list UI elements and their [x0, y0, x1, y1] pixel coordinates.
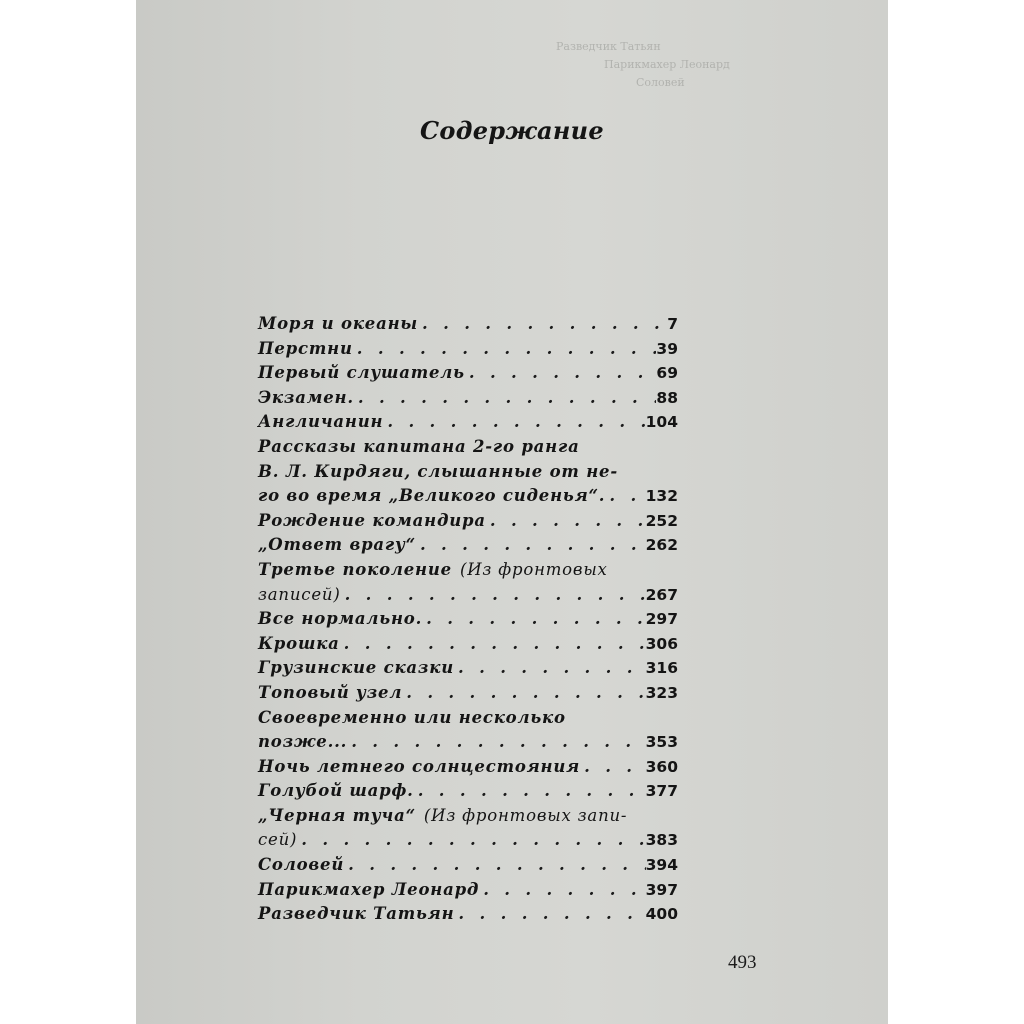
toc-entry-page: 7 — [667, 315, 678, 333]
toc-leader-dots — [341, 583, 646, 608]
bleed-through-text: Парикмахер Леонард — [604, 58, 730, 71]
toc-leader-dots — [353, 337, 657, 362]
bleed-through-text: Разведчик Татьян — [556, 40, 661, 53]
toc-entry-title: Парикмахер Леонард — [258, 879, 480, 899]
toc-entry-title: Крошка — [258, 633, 340, 653]
toc-entry-title: Все нормально. — [258, 609, 423, 629]
toc-entry-page: 400 — [645, 905, 678, 924]
toc-leader-dots — [402, 681, 645, 706]
toc-entry-title: Топовый узел — [258, 682, 403, 702]
toc-entry — [258, 878, 678, 903]
toc-entry — [258, 828, 678, 853]
toc-entry-line — [258, 706, 678, 731]
toc-entry-title: „Ответ врагу“ — [258, 535, 416, 555]
toc-entry-line — [258, 558, 678, 583]
toc-leader-dots — [383, 410, 645, 435]
toc-entry — [258, 361, 678, 386]
toc-entry-title: Рождение командира — [258, 510, 486, 530]
toc-entry-note: (Из фронтовых запи- — [423, 805, 628, 825]
toc-entry-title: Рассказы капитана 2-го ранга — [258, 436, 580, 456]
toc-entry — [258, 509, 678, 534]
toc-entry — [258, 681, 678, 706]
toc-entry-page: 377 — [645, 782, 678, 801]
toc-entry — [258, 607, 678, 632]
table-of-contents — [258, 312, 678, 927]
toc-entry — [258, 902, 678, 927]
toc-entry-title: В. Л. Кирдяги, слышанные от не- — [258, 461, 618, 481]
toc-entry-title: Перстни — [258, 338, 353, 358]
toc-entry-title: Своевременно или несколько — [258, 707, 566, 727]
toc-entry-page: 316 — [645, 659, 678, 678]
toc-entry-title: Экзамен. — [258, 387, 354, 407]
toc-entry — [258, 730, 678, 755]
toc-leader-dots — [347, 730, 645, 755]
toc-leader-dots — [486, 509, 646, 534]
toc-entry-line — [258, 435, 678, 460]
toc-entry-page: 353 — [645, 733, 678, 752]
toc-entry — [258, 312, 678, 337]
toc-leader-dots — [354, 386, 657, 411]
toc-entry — [258, 779, 678, 804]
toc-entry — [258, 484, 678, 509]
toc-entry-page: 267 — [645, 585, 678, 604]
toc-entry-note: записей) — [258, 584, 341, 604]
toc-entry-title: Третье поколение — [258, 559, 452, 579]
book-page — [136, 0, 888, 1024]
toc-entry-page: 88 — [656, 388, 678, 407]
toc-leader-dots — [479, 878, 645, 903]
toc-entry-title: Голубой шарф. — [258, 781, 414, 801]
toc-leader-dots — [580, 755, 646, 780]
toc-leader-dots — [340, 632, 646, 657]
background-right — [888, 0, 1024, 1024]
toc-entry-title: го во время „Великого сиденья“. — [258, 486, 606, 506]
toc-leader-dots — [465, 361, 657, 386]
toc-entry-title: Разведчик Татьян — [258, 904, 455, 924]
toc-entry-page: 104 — [645, 413, 678, 432]
toc-leader-dots — [297, 828, 645, 853]
toc-entry-title: Англичанин — [258, 412, 384, 432]
toc-leader-dots — [454, 902, 645, 927]
toc-entry-title: „Черная туча“ — [258, 805, 416, 825]
toc-entry — [258, 337, 678, 362]
toc-entry-page: 360 — [645, 757, 678, 776]
toc-entry-page: 69 — [656, 364, 678, 383]
toc-entry — [258, 853, 678, 878]
toc-entry-line — [258, 804, 678, 829]
toc-entry — [258, 632, 678, 657]
toc-entry-title: Первый слушатель — [258, 363, 465, 383]
toc-entry-page: 252 — [645, 511, 678, 530]
bleed-through-text: Соловей — [636, 76, 685, 89]
toc-entry — [258, 755, 678, 780]
toc-entry-title: Соловей — [258, 855, 345, 875]
toc-entry-title: Ночь летнего солнцестояния — [258, 756, 581, 776]
page-title: Содержание — [420, 116, 604, 145]
toc-entry-note: (Из фронтовых — [459, 559, 608, 579]
toc-entry-line — [258, 460, 678, 485]
toc-entry-page: 262 — [645, 536, 678, 555]
toc-entry-title: позже... — [258, 732, 348, 752]
toc-entry-title: Моря и океаны — [258, 314, 419, 333]
toc-leader-dots — [416, 533, 646, 558]
toc-entry — [258, 386, 678, 411]
toc-leader-dots — [414, 779, 646, 804]
toc-leader-dots — [454, 656, 646, 681]
toc-entry-page: 306 — [645, 634, 678, 653]
toc-entry-title: Грузинские сказки — [258, 658, 455, 678]
background-left — [0, 0, 136, 1024]
toc-entry-page: 297 — [645, 610, 678, 629]
toc-leader-dots — [418, 312, 667, 337]
toc-entry-page: 397 — [645, 880, 678, 899]
toc-entry-page: 39 — [656, 339, 678, 358]
toc-entry-page: 132 — [645, 487, 678, 506]
toc-entry — [258, 656, 678, 681]
toc-entry-note: сей) — [258, 830, 298, 850]
toc-entry — [258, 410, 678, 435]
toc-leader-dots — [422, 607, 646, 632]
toc-leader-dots — [344, 853, 645, 878]
toc-entry-page: 323 — [645, 683, 678, 702]
toc-leader-dots — [605, 484, 645, 509]
toc-entry — [258, 533, 678, 558]
page-number: 493 — [728, 952, 757, 973]
toc-entry — [258, 583, 678, 608]
toc-entry-page: 383 — [645, 831, 678, 850]
toc-entry-page: 394 — [645, 856, 678, 875]
